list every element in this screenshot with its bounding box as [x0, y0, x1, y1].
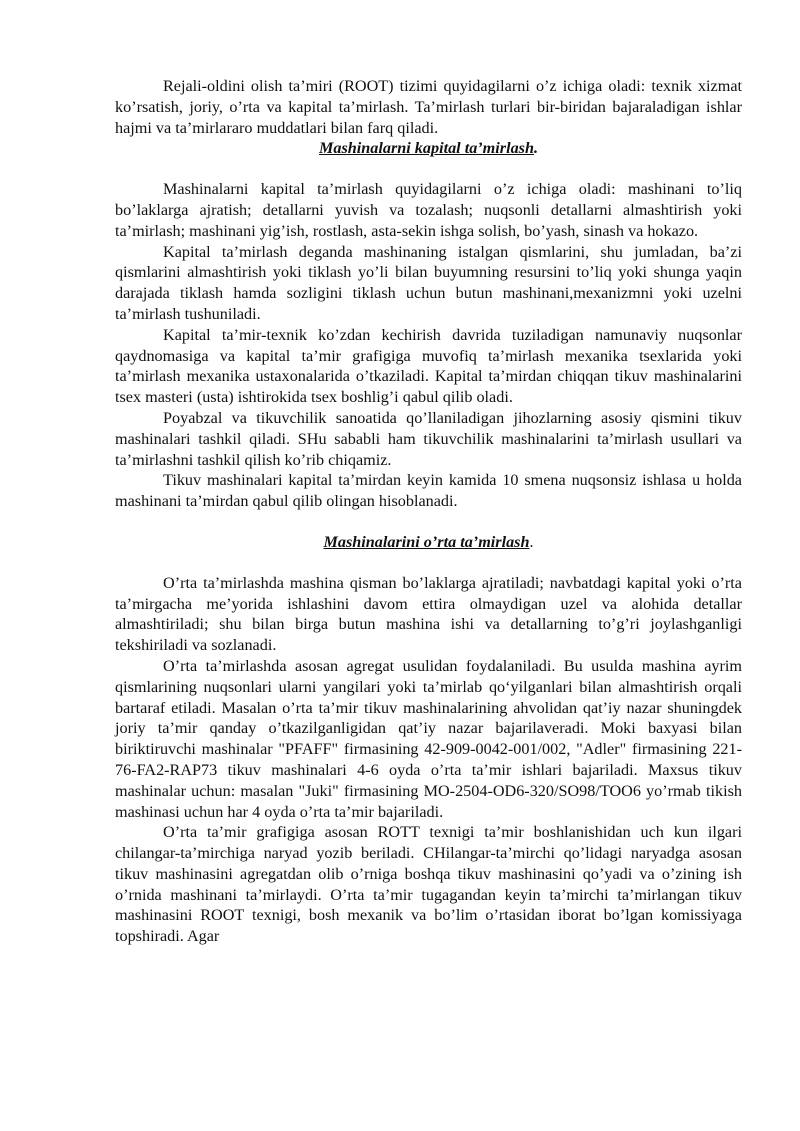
section-heading-capital-repair [115, 138, 742, 159]
paragraph: Mashinalarni kapital ta’mirlash quyidagilarni o’z ichiga oladi: mashinani to’liq bo’laklarga ajratish; detallarni yuvish va tozalash; nuqsonli detallarni almashtirish yoki ta’mirlash; mashinani yig’ish, rostlash, asta-sekin ishga solish, bo’yash, sinash va hokazo. [115, 180, 742, 240]
spacer [115, 512, 742, 532]
heading-period: . [533, 139, 539, 158]
spacer [115, 159, 742, 179]
paragraph: O’rta ta’mir grafigiga asosan ROTT texnigi ta’mir boshlanishidan uch kun ilgari chilangar-ta’mirchiga naryad yozib beriladi. CHilangar-ta’mirchi qo’lidagi naryadga asosan tikuv mashinasini agregatdan olib o’rniga boshqa tikuv mashinasini qo’yadi va o’zining ish o’rnida mashinani ta’mirlaydi. O’rta ta’mir tugagandan keyin ta’mirchi ta’mirlangan tikuv mashinasini ROOT texnigi, bosh mexanik va bo’lim o’rtasidan iborat bo’lgan komissiyaga topshiradi. Agar [115, 823, 742, 946]
paragraph: Poyabzal va tikuvchilik sanoatida qo’llaniladigan jihozlarning asosiy qismini tikuv mashinalari tashkil qiladi. SHu sababli ham tikuvchilik mashinalarini ta’mirlash usullari va ta’mirlashni tashkil qilish ko’rib chiqamiz. [115, 408, 742, 469]
paragraph: Kapital ta’mirlash deganda mashinaning istalgan qismlarini, shu jumladan, ba’zi qismlarini almashtirish yoki tiklash yo’li bilan buyumning resursini to’liq yoki shunga yaqin darajada tiklash hamda sozligini tiklash uchun butun mashinani,mexanizmni yoki uzelni ta’mirlash tushuniladi. [115, 242, 742, 323]
paragraph: Kapital ta’mir-texnik ko’zdan kechirish davrida tuziladigan namunaviy nuqsonlar qaydnomasiga va kapital ta’mir grafigiga muvofiq ta’mirlash mexanika tsexlarida yoki ta’mirlash mexanika ustaxonalarida o’tkaziladi. Kapital ta’mirdan chiqqan tikuv mashinalarini tsex masteri (usta) ishtirokida tsex boshlig’i qabul qilib oladi. [115, 325, 742, 407]
paragraph: O’rta ta’mirlashda asosan agregat usulidan foydalaniladi. Bu usulda mashina ayrim qismlarining nuqsonlari ularni yangilari yoki ta’mirlab qo‘yilganlari bilan almashtirish orqali bartaraf etiladi. Masalan o’rta ta’mir tikuv mashinalarining ahvolidan qat’iy nazar shuningdek joriy ta’mir qanday o’tkazilganligidan qat’iy nazar bajarilaveradi. Moki baxyasi bilan biriktiruvchi mashinalar "PFAFF" firmasining 42-909-0042-001/002, "Adler" firmasining 221-76-FA2-RAP73 tikuv mashinalari 4-6 oyda o’rta ta’mir ishlari bajariladi. Maxsus tikuv mashinalar uchun: masalan "Juki" firmasining MO-2504-OD6-320/SO98/TOO6 yo’rmab tikish mashinasi uchun har 4 oyda o’rta ta’mir bajariladi. [115, 656, 742, 821]
section-heading-medium-repair-text: Mashinalarini o’rta ta’mirlash [323, 532, 530, 551]
document-page [115, 76, 742, 947]
intro-paragraph: Rejali-oldini olish ta’miri (ROOT) tizimi quyidagilarni o’z ichiga oladi: texnik xizmat ko’rsatish, joriy, o’rta va kapital ta’mirlash. Ta’mirlash turlari bir-biridan bajaraladigan ishlar hajmi va ta’mirlararo muddatlari bilan farq qiladi. [115, 77, 742, 137]
section-heading-capital-repair-text: Mashinalarni kapital ta’mirlash [318, 139, 534, 158]
heading-period: . [529, 532, 534, 551]
spacer [115, 553, 742, 573]
paragraph: Tikuv mashinalari kapital ta’mirdan keyin kamida 10 smena nuqsonsiz ishlasa u holda mashinani ta’mirdan qabul qilib olingan hisoblanadi. [115, 471, 742, 511]
paragraph: O’rta ta’mirlashda mashina qisman bo’laklarga ajratiladi; navbatdagi kapital yoki o’rta ta’mirgacha me’yorida ishlashini davom ettira olmaydigan uzel va alohida detallar almashtiriladi; shu bilan birga butun mashina ishi va detallarning to’g’ri joylashganligi tekshiriladi va sozlanadi. [115, 573, 742, 655]
section-heading-medium-repair [115, 532, 742, 553]
